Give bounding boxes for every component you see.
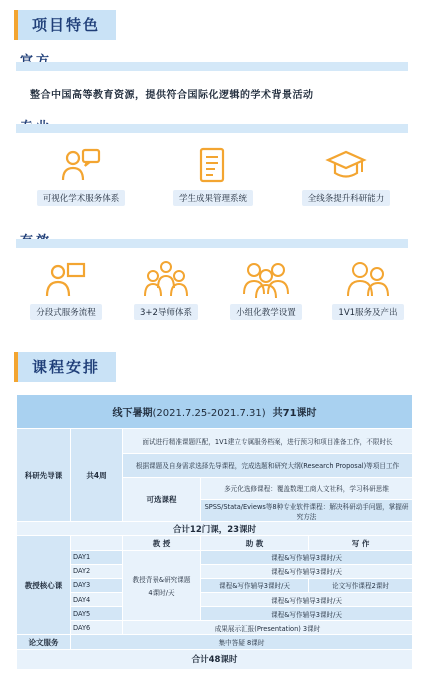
day-label: DAY4 [71, 593, 123, 607]
day2-ta: 课程&写作辅导3课时/天 [201, 564, 413, 578]
eff-item-label: 分段式服务流程 [30, 304, 102, 320]
core-blank [71, 536, 123, 550]
table-row [17, 607, 413, 621]
grand-total: 合计48课时 [17, 649, 413, 669]
table-row [17, 536, 413, 550]
table-row [17, 550, 413, 564]
schedule-section-title: 课程安排 [14, 352, 116, 382]
day1-ta: 课程&写作辅导3课时/天 [201, 550, 413, 564]
table-row [17, 635, 413, 649]
optional-1: 多元化选修课程：覆盖数理工商人文社科，学习科研思维 [201, 477, 413, 499]
day-label: DAY1 [71, 550, 123, 564]
header-main: 线下暑期 [112, 408, 153, 420]
thesis-label: 论文服务 [17, 635, 71, 649]
features-section-title: 项目特色 [14, 10, 116, 40]
table-row [17, 621, 413, 635]
day6-presentation: 成果展示汇报(Presentation) 3课时 [123, 621, 413, 635]
pro-item [288, 146, 404, 206]
pro-item-label: 全线条提升科研能力 [302, 190, 391, 206]
professor-cell [123, 550, 201, 621]
col-ta: 助 教 [201, 536, 309, 550]
pro-item [158, 146, 268, 206]
pre-line-1: 面试进行精准课题匹配，1V1建立专属服务档案，进行预习和项目准备工作，不限时长 [123, 429, 413, 453]
eff-item-label: 3+2导师体系 [134, 304, 198, 320]
table-header [17, 395, 413, 429]
pre-total: 合计12门课，23课时 [17, 522, 413, 536]
eff-item [118, 258, 214, 320]
intro-heading-bar [16, 62, 408, 71]
day5-ta: 课程&写作辅导3课时/天 [201, 607, 413, 621]
day-label: DAY5 [71, 607, 123, 621]
professor-topic: 教授背景&研究课题 [132, 575, 191, 584]
table-row [17, 578, 413, 592]
team-icon [240, 258, 292, 300]
schedule-table [16, 394, 413, 670]
thesis-value: 集中答疑 8课时 [71, 635, 413, 649]
group-icon [141, 258, 191, 300]
day4-ta: 课程&写作辅导3课时/天 [201, 593, 413, 607]
eff-item [218, 258, 314, 320]
pro-item [26, 146, 136, 206]
eff-heading-bar [16, 239, 408, 248]
eff-item-label: 1V1服务及产出 [332, 304, 403, 320]
header-count: 共71课时 [272, 408, 317, 420]
table-row [17, 522, 413, 536]
table-row [17, 564, 413, 578]
table-row [17, 429, 413, 453]
people-chat-icon [59, 146, 103, 186]
pro-item-label: 可视化学术服务体系 [37, 190, 126, 206]
optional-label: 可选课程 [123, 477, 201, 521]
pre-course-weeks: 共4周 [71, 429, 123, 522]
day-label: DAY2 [71, 564, 123, 578]
table-row [17, 593, 413, 607]
optional-2: SPSS/Stata/Eviews等8种专业软件课程：解决科研动手问题，掌握研究方法 [201, 500, 413, 522]
day3-ta: 课程&写作辅导3课时/天 [201, 578, 309, 592]
pair-icon [344, 258, 392, 300]
pro-item-label: 学生成果管理系统 [173, 190, 253, 206]
day-label: DAY3 [71, 578, 123, 592]
pre-line-2: 根据课题及自身需求选择先导课程，完成选题和研究大纲(Research Proposal)等项目工作 [123, 453, 413, 477]
eff-item-label: 小组化教学设置 [230, 304, 302, 320]
intro-text: 整合中国高等教育资源，提供符合国际化逻辑的学术背景活动 [30, 90, 314, 101]
core-course-label: 教授核心课 [17, 536, 71, 635]
pro-heading-bar [16, 124, 408, 133]
day3-writing: 论文写作课程2课时 [309, 578, 413, 592]
pre-course-label: 科研先导课 [17, 429, 71, 522]
header-date: (2021.7.25-2021.7.31) [152, 408, 266, 420]
person-board-icon [44, 258, 88, 300]
col-writing: 写 作 [309, 536, 413, 550]
professor-hours: 4课时/天 [148, 588, 175, 597]
table-header-row [17, 395, 413, 429]
day-label: DAY6 [71, 621, 123, 635]
eff-item [18, 258, 114, 320]
col-professor: 教 授 [123, 536, 201, 550]
graduation-cap-icon [324, 146, 368, 186]
table-row [17, 649, 413, 669]
eff-item [318, 258, 418, 320]
document-icon [191, 146, 235, 186]
